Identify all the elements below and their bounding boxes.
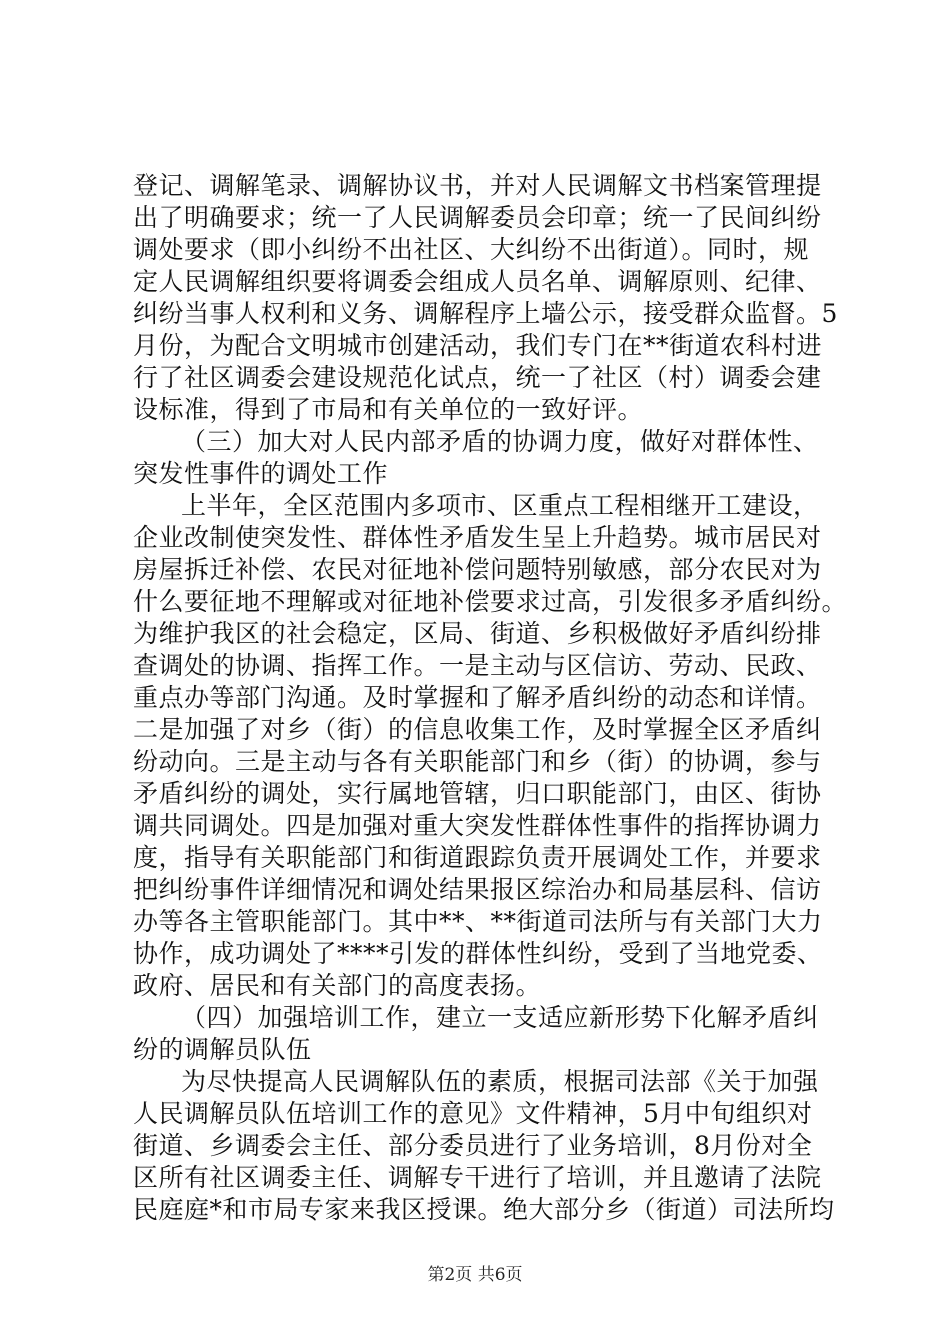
document-body xyxy=(133,170,848,1226)
section-heading-3-cont: 突发性事件的调处工作 xyxy=(133,459,389,488)
body-line: 月份，为配合文明城市创建活动，我们专门在**街道农科村进 xyxy=(133,331,823,360)
body-line: 区所有社区调委主任、调解专干进行了培训，并且邀请了法院 xyxy=(133,1163,822,1192)
body-line: 调处要求（即小纠纷不出社区、大纠纷不出街道）。同时，规 xyxy=(133,235,810,264)
body-line: 查调处的协调、指挥工作。一是主动与区信访、劳动、民政、 xyxy=(133,651,822,680)
body-line: 政府、居民和有关部门的高度表扬。 xyxy=(133,971,542,1000)
body-line: 纠纷当事人权利和义务、调解程序上墙公示，接受群众监督。5 xyxy=(133,299,838,328)
body-line: 民庭庭*和市局专家来我区授课。绝大部分乡（街道）司法所均 xyxy=(133,1195,835,1224)
body-line: 设标准，得到了市局和有关单位的一致好评。 xyxy=(133,395,644,424)
body-line: 出了明确要求；统一了人民调解委员会印章；统一了民间纠纷 xyxy=(133,203,822,232)
paragraph-start: 为尽快提高人民调解队伍的素质，根据司法部《关于加强 xyxy=(181,1067,819,1096)
paragraph-start: 上半年，全区范围内多项市、区重点工程相继开工建设， xyxy=(181,491,819,520)
body-line: 为维护我区的社会稳定，区局、街道、乡积极做好矛盾纠纷排 xyxy=(133,619,822,648)
body-line: 二是加强了对乡（街）的信息收集工作，及时掌握全区矛盾纠 xyxy=(133,715,822,744)
body-line: 调共同调处。四是加强对重大突发性群体性事件的指挥协调力 xyxy=(133,811,822,840)
body-line: 行了社区调委会建设规范化试点，统一了社区（村）调委会建 xyxy=(133,363,822,392)
section-heading-3: （三）加大对人民内部矛盾的协调力度，做好对群体性、 xyxy=(181,427,819,456)
body-line: 街道、乡调委会主任、部分委员进行了业务培训，8月份对全 xyxy=(133,1131,813,1160)
body-line: 重点办等部门沟通。及时掌握和了解矛盾纠纷的动态和详情。 xyxy=(133,683,822,712)
page-footer xyxy=(0,1265,950,1285)
page-number: 第2页 共6页 xyxy=(427,1265,523,1285)
body-line: 定人民调解组织要将调委会组成人员名单、调解原则、纪律、 xyxy=(133,267,822,296)
body-line: 登记、调解笔录、调解协议书，并对人民调解文书档案管理提 xyxy=(133,171,822,200)
body-line: 人民调解员队伍培训工作的意见》文件精神，5月中旬组织对 xyxy=(133,1099,813,1128)
section-heading-4-cont: 纷的调解员队伍 xyxy=(133,1035,312,1064)
section-heading-4: （四）加强培训工作，建立一支适应新形势下化解矛盾纠 xyxy=(181,1003,819,1032)
body-line: 企业改制使突发性、群体性矛盾发生呈上升趋势。城市居民对 xyxy=(133,523,822,552)
body-line: 度，指导有关职能部门和街道跟踪负责开展调处工作，并要求 xyxy=(133,843,822,872)
body-line: 房屋拆迁补偿、农民对征地补偿问题特别敏感，部分农民对为 xyxy=(133,555,822,584)
body-line: 纷动向。三是主动与各有关职能部门和乡（街）的协调，参与 xyxy=(133,747,822,776)
body-line: 什么要征地不理解或对征地补偿要求过高，引发很多矛盾纠纷。 xyxy=(133,587,848,616)
body-line: 矛盾纠纷的调处，实行属地管辖，归口职能部门，由区、街协 xyxy=(133,779,822,808)
body-line: 办等各主管职能部门。其中**、**街道司法所与有关部门大力 xyxy=(133,907,823,936)
body-line: 把纠纷事件详细情况和调处结果报区综治办和局基层科、信访 xyxy=(133,875,822,904)
body-line: 协作，成功调处了****引发的群体性纠纷，受到了当地党委、 xyxy=(133,939,823,968)
